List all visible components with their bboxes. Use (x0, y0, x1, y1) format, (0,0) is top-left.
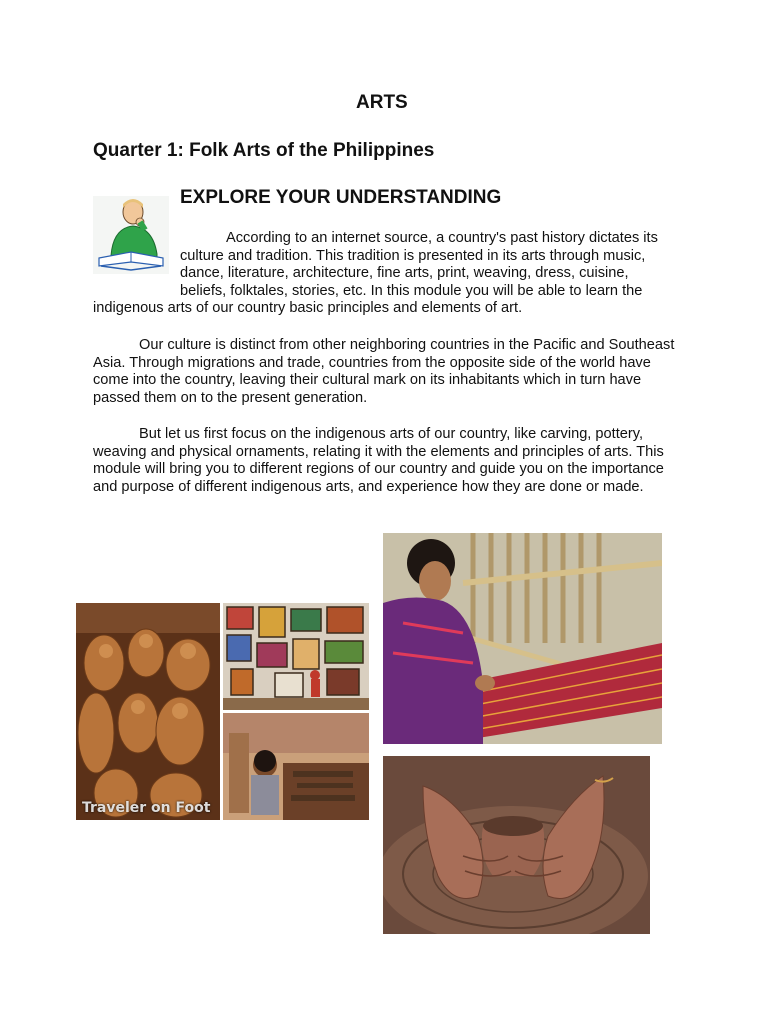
reader-float-space (93, 230, 180, 284)
quarter-heading: Quarter 1: Folk Arts of the Philippines (93, 140, 435, 161)
paragraph-focus (93, 426, 678, 496)
paragraph-2-text: Our culture is distinct from other neighboring countries in the Pacific and Southeast Asia. Through migrations and trade, countries from the opposite side of the world have come into the country, leaving their cultural mark on its inhabitants which in turn have passed them on to the present generation. (93, 337, 675, 406)
backstrap-weaving-photo (383, 533, 662, 744)
document-title: ARTS (356, 92, 408, 113)
wood-carvings-photo (76, 603, 220, 820)
paragraph-1-text: According to an internet source, a country's past history dictates its culture and tradition. This tradition is presented in its arts through music, dance, literature, architecture, fine arts, print, weaving, dress, cuisine, beliefs, folktales, stories, etc. In this module you will be able to learn the indigenous arts of our country basic principles and elements of art. (93, 230, 658, 317)
paragraph-intro (93, 230, 678, 318)
child-carver-photo (223, 713, 369, 820)
pottery-hands-photo (383, 756, 650, 934)
photo-watermark: Traveler on Foot (82, 800, 211, 816)
section-heading: EXPLORE YOUR UNDERSTANDING (180, 187, 502, 208)
paragraph-3-text: But let us first focus on the indigenous arts of our country, like carving, pottery, weaving and physical ornaments, relating it with the elements and principles of arts. This module will bring you to different regions of our country and guide you on the importance and purpose of different indigenous arts, and experience how they are done or made. (93, 426, 664, 495)
paragraph-culture (93, 337, 678, 407)
paintings-gallery-photo (223, 603, 369, 710)
